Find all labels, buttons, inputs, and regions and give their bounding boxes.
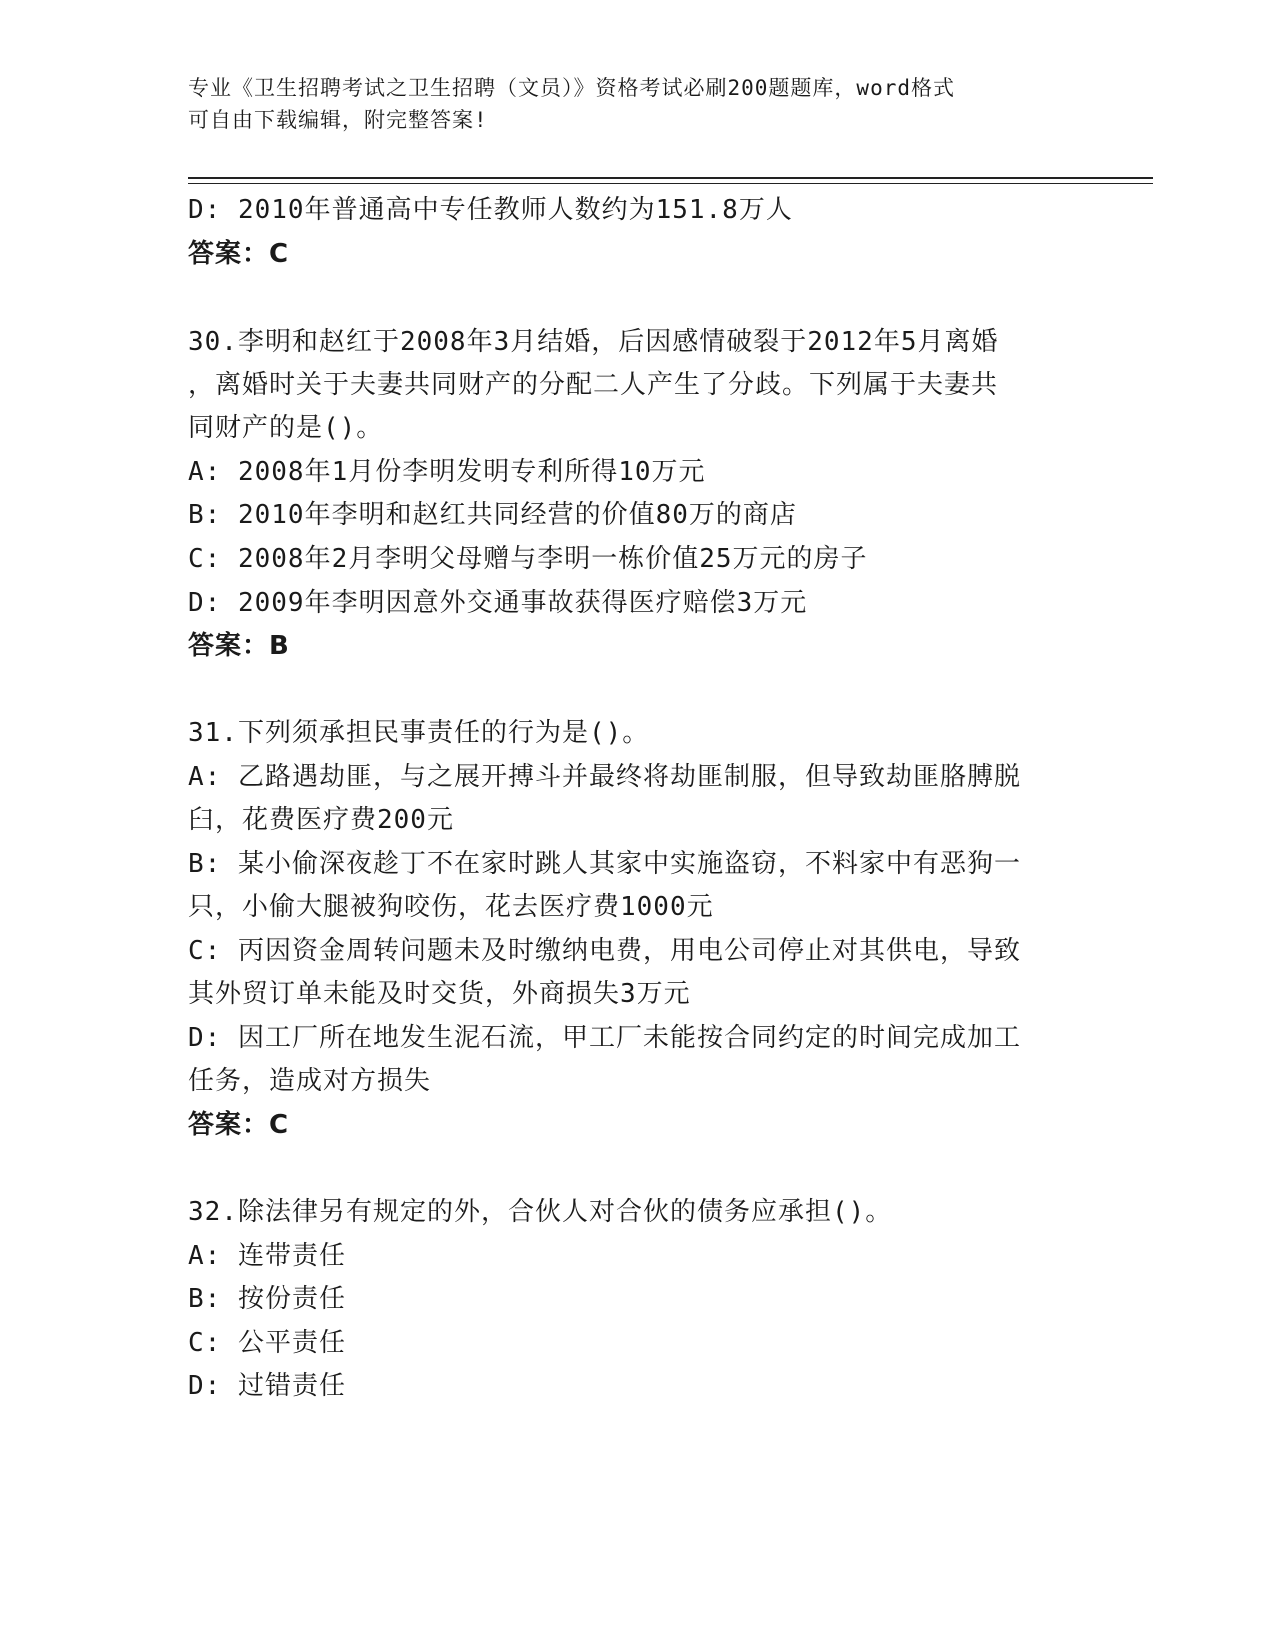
q31-option-d-line-1: D: 因工厂所在地发生泥石流，甲工厂未能按合同约定的时间完成加工 [188,1023,1021,1053]
header-line-1: 专业《卫生招聘考试之卫生招聘（文员）》资格考试必刷200题题库，word格式 [188,76,955,100]
prev-answer: 答案：C [188,239,290,269]
q30-option-c: C: 2008年2月李明父母赠与李明一栋价值25万元的房子 [188,544,868,574]
q30-stem-line-2: ，离婚时关于夫妻共同财产的分配二人产生了分歧。下列属于夫妻共 [188,370,999,400]
q32-option-d: D: 过错责任 [188,1371,346,1401]
q30-answer: 答案：B [188,631,290,661]
q31-option-b-line-1: B: 某小偷深夜趁丁不在家时跳人其家中实施盗窃，不料家中有恶狗一 [188,849,1021,879]
q30-stem-line-3: 同财产的是()。 [188,413,384,443]
q32-stem: 32.除法律另有规定的外，合伙人对合伙的债务应承担()。 [188,1197,893,1227]
header-divider-thick [188,177,1153,179]
q30-option-b: B: 2010年李明和赵红共同经营的价值80万的商店 [188,500,797,530]
q30-option-d: D: 2009年李明因意外交通事故获得医疗赔偿3万元 [188,588,808,618]
q31-option-c-line-2: 其外贸订单未能及时交货，外商损失3万元 [188,979,691,1009]
header-divider-thin [188,183,1153,184]
q31-answer: 答案：C [188,1110,290,1140]
q32-option-a: A: 连带责任 [188,1241,346,1271]
q31-option-d-line-2: 任务，造成对方损失 [188,1066,432,1096]
q31-option-a-line-2: 臼，花费医疗费200元 [188,805,454,835]
header-line-2: 可自由下载编辑，附完整答案! [188,108,488,132]
q30-stem-line-1: 30.李明和赵红于2008年3月结婚，后因感情破裂于2012年5月离婚 [188,327,999,357]
q31-stem: 31.下列须承担民事责任的行为是()。 [188,718,650,748]
q31-option-c-line-1: C: 丙因资金周转问题未及时缴纳电费，用电公司停止对其供电，导致 [188,936,1021,966]
q30-option-a: A: 2008年1月份李明发明专利所得10万元 [188,457,706,487]
prev-option-d: D: 2010年普通高中专任教师人数约为151.8万人 [188,195,793,225]
document-header [188,72,1068,136]
q31-option-a-line-1: A: 乙路遇劫匪，与之展开搏斗并最终将劫匪制服，但导致劫匪胳膊脱 [188,762,1021,792]
q31-option-b-line-2: 只，小偷大腿被狗咬伤，花去医疗费1000元 [188,892,714,922]
q32-option-c: C: 公平责任 [188,1328,346,1358]
q32-option-b: B: 按份责任 [188,1284,346,1314]
